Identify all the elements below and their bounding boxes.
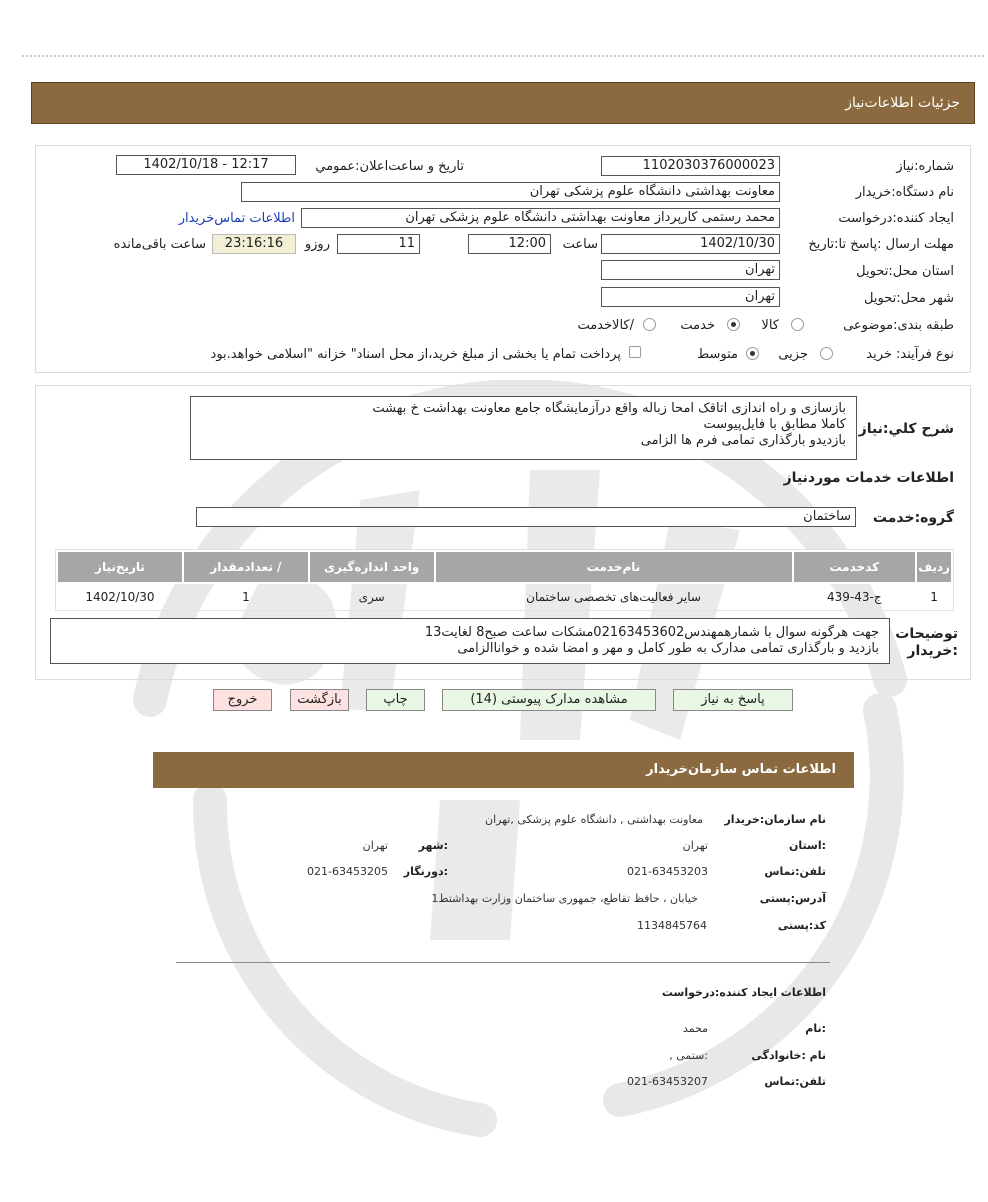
fax-label: :دورنگار (403, 865, 448, 878)
creator-family-label: نام :خانوادگی (751, 1049, 826, 1062)
days-field: 11 (337, 234, 420, 254)
creator-phone-value: 021-63453207 (627, 1075, 708, 1088)
remaining-time-field: 23:16:16 (212, 234, 296, 254)
buyer-org-label: نام دستگاه:خريدار (855, 185, 954, 200)
province-contact-label: :استان (789, 839, 826, 852)
category-radio-goods[interactable] (791, 318, 804, 331)
category-option-goods: کالا (761, 318, 779, 333)
contact-divider (176, 962, 830, 963)
org-value: معاونت بهداشتی , دانشگاه علوم پزشکی ,تهران (484, 813, 703, 826)
city-field: تهران (601, 287, 780, 307)
cell-name: سایر فعالیت‌های تخصصی ساختمان (435, 583, 793, 611)
contact-title: اطلاعات تماس سازمان‌خریدار (646, 762, 836, 777)
creator-name-label: :نام (805, 1022, 826, 1035)
cell-qty: 1 (183, 583, 309, 611)
creator-info-title: اطلاعات ایجاد کننده:درخواست (661, 986, 826, 999)
page-title: جزئیات اطلاعات‌نیاز (845, 95, 960, 111)
category-label: طبقه بندی:موضوعی (843, 318, 954, 333)
description-box (190, 396, 857, 460)
view-documents-button[interactable]: مشاهده مدارک پیوستی (14) (442, 689, 656, 711)
col-name-header: نام‌خدمت (435, 551, 793, 583)
buyer-org-field: معاونت بهداشتی دانشگاه علوم پزشکی تهران (241, 182, 780, 202)
need-info-panel (35, 145, 971, 373)
col-row-header: ردیف (916, 551, 952, 583)
col-date-header: تاریخ‌نیاز (57, 551, 183, 583)
province-contact-value: تهران (682, 839, 708, 852)
page-header (31, 82, 975, 124)
cell-code: ج-43-439 (793, 583, 917, 611)
back-button[interactable]: بازگشت (290, 689, 349, 711)
service-group-label: گروه:خدمت (872, 510, 954, 526)
category-option-goods-service: /کالاخدمت (577, 318, 634, 333)
col-code-header: کدخدمت (793, 551, 917, 583)
reply-button[interactable]: پاسخ به نیاز (673, 689, 793, 711)
process-label: نوع فرآیند: خرید (866, 347, 954, 362)
treasury-payment-text: پرداخت تمام یا بخشی از مبلغ خرید،از محل اسناد" خزانه "اسلامی خواهد.بود (210, 347, 621, 362)
buyer-notes-box (50, 618, 890, 664)
process-radio-minor[interactable] (820, 347, 833, 360)
print-button[interactable]: چاپ (366, 689, 425, 711)
creator-name-value: محمد (682, 1022, 708, 1035)
cell-unit: سری (309, 583, 435, 611)
fax-value: 021-63453205 (307, 865, 388, 878)
deadline-time-label: ساعت (562, 237, 598, 252)
remaining-label: ساعت باقی‌مانده (113, 237, 206, 252)
org-label: نام سازمان:خریدار (724, 813, 826, 826)
creator-field: محمد رستمی کارپرداز معاونت بهداشتی دانشگاه علوم پزشکی تهران (301, 208, 780, 228)
service-group-field: ساختمان (196, 507, 856, 527)
province-field: تهران (601, 260, 780, 280)
creator-label: ایجاد کننده:درخواست (838, 211, 954, 226)
services-table (56, 550, 953, 611)
address-value: خیابان ، حافظ تقاطع، جمهوری ساختمان وزارت بهداشتط1 (431, 892, 698, 905)
announce-label: تاريخ و ساعت‌اعلان:عمومي (315, 159, 464, 174)
need-number-label: شماره:نیاز (896, 159, 954, 174)
process-radio-medium[interactable] (746, 347, 759, 360)
process-option-minor: جزیی (778, 347, 808, 362)
description-line: بازسازی و راه اندازی اتاقک امحا زباله واقع درآزمایشگاه جامع معاونت بهداشت خ بهشت (372, 401, 846, 416)
province-label: استان محل:تحویل (856, 264, 954, 279)
description-line: کاملا مطابق با فایل‌پیوست (703, 417, 846, 432)
contact-header (153, 752, 854, 788)
postal-value: 1134845764 (637, 919, 707, 932)
phone-value: 021-63453203 (627, 865, 708, 878)
buyer-contact-link[interactable]: اطلاعات تماس‌خریدار (178, 211, 295, 226)
postal-label: کد:پستی (777, 919, 826, 932)
col-qty-header: / تعدادمقدار (183, 551, 309, 583)
city-contact-label: :شهر (418, 839, 448, 852)
creator-family-value: :ستمی , (669, 1049, 708, 1062)
cell-row: 1 (916, 583, 952, 611)
cell-date: 1402/10/30 (57, 583, 183, 611)
phone-label: تلفن:تماس (764, 865, 826, 878)
need-number-field: 1102030376000023 (601, 156, 780, 176)
description-label: شرح کلي:نیاز (858, 421, 954, 437)
services-section-title: اطلاعات خدمات موردنیاز (783, 470, 954, 486)
col-unit-header: واحد اندازه‌گیری (309, 551, 435, 583)
category-option-service: خدمت (680, 318, 715, 333)
days-label: روزو (304, 237, 330, 252)
top-dotted-divider (22, 55, 984, 57)
announce-datetime-field: 1402/10/18 - 12:17 (116, 155, 296, 175)
description-line: بازدیدو بارگذاری تمامی فرم ها الزامی (640, 433, 846, 448)
process-option-medium: متوسط (697, 347, 738, 362)
buyer-notes-line: بازدید و بارگذاری تمامی مدارک به طور کامل و مهر و امضا شده و خواناالزامی (457, 641, 879, 656)
deadline-time-field: 12:00 (468, 234, 551, 254)
services-table-header (57, 551, 952, 583)
city-contact-value: تهران (362, 839, 388, 852)
city-label: شهر محل:تحویل (864, 291, 954, 306)
buyer-notes-label: توضیحات :خریدار (895, 626, 958, 659)
deadline-label: مهلت ارسال :پاسخ تا:تاریخ (808, 237, 954, 252)
deadline-date-field: 1402/10/30 (601, 234, 780, 254)
category-radio-goods-service[interactable] (643, 318, 656, 331)
exit-button[interactable]: خروج (213, 689, 272, 711)
table-row (57, 583, 952, 611)
buyer-notes-line: جهت هرگونه سوال با شمارهمهندس02163453602مشکات ساعت صبح8 لغایت13 (424, 625, 879, 640)
address-label: آدرس:پستی (759, 892, 826, 905)
creator-phone-label: تلفن:تماس (764, 1075, 826, 1088)
category-radio-service[interactable] (727, 318, 740, 331)
treasury-payment-checkbox[interactable] (629, 346, 641, 358)
